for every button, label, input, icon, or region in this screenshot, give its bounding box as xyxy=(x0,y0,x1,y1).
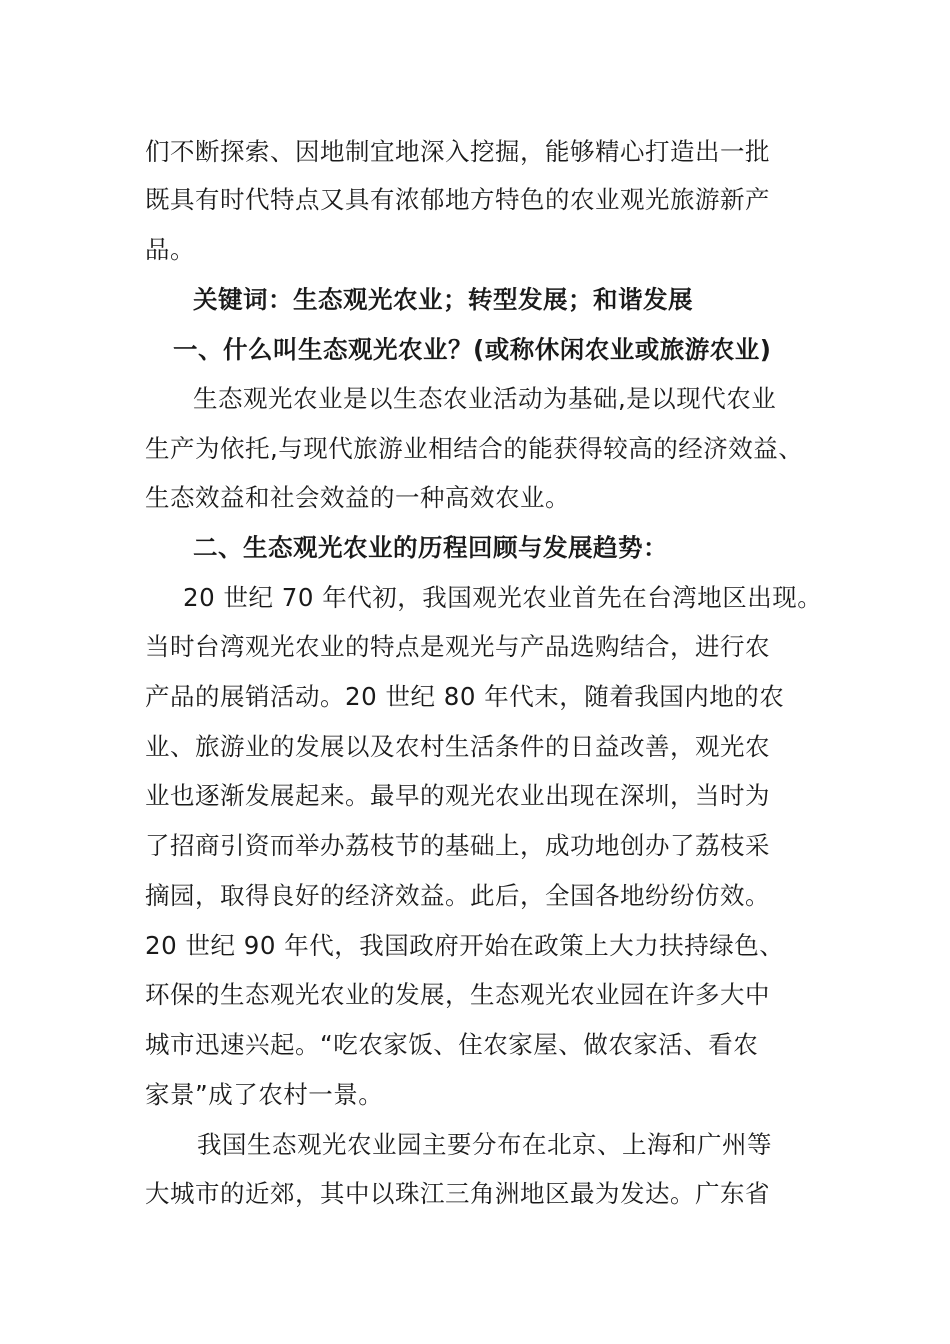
text-line: 生态效益和社会效益的一种高效农业。 xyxy=(145,483,570,512)
text-line: 我国生态观光农业园主要分布在北京、上海和广州等 xyxy=(197,1130,772,1159)
text-line: 们不断探索、因地制宜地深入挖掘，能够精心打造出一批 xyxy=(145,137,770,166)
text-line: 品。 xyxy=(145,235,195,264)
section-heading-2: 二、生态观光农业的历程回顾与发展趋势： xyxy=(193,533,668,562)
text-line: 20 世纪 70 年代初，我国观光农业首先在台湾地区出现。 xyxy=(183,583,823,612)
text-line: 生产为依托,与现代旅游业相结合的能获得较高的经济效益、 xyxy=(145,434,804,463)
text-line: 环保的生态观光农业的发展，生态观光农业园在许多大中 xyxy=(145,980,770,1009)
text-line: 生态观光农业是以生态农业活动为基础,是以现代农业 xyxy=(193,384,777,413)
text-line: 业、旅游业的发展以及农村生活条件的日益改善，观光农 xyxy=(145,732,770,761)
section-heading-1: 一、什么叫生态观光农业？(或称休闲农业或旅游农业) xyxy=(173,335,772,364)
text-line: 当时台湾观光农业的特点是观光与产品选购结合，进行农 xyxy=(145,632,770,661)
text-line: 既具有时代特点又具有浓郁地方特色的农业观光旅游新产 xyxy=(145,185,770,214)
text-line: 了招商引资而举办荔枝节的基础上，成功地创办了荔枝采 xyxy=(145,831,770,860)
text-line: 产品的展销活动。20 世纪 80 年代末，随着我国内地的农 xyxy=(145,682,785,711)
text-line: 业也逐渐发展起来。最早的观光农业出现在深圳，当时为 xyxy=(145,781,770,810)
text-line: 家景”成了农村一景。 xyxy=(145,1080,384,1109)
keywords-line: 关键词：生态观光农业；转型发展；和谐发展 xyxy=(193,285,693,314)
text-line: 摘园，取得良好的经济效益。此后，全国各地纷纷仿效。 xyxy=(145,881,770,910)
text-line: 20 世纪 90 年代，我国政府开始在政策上大力扶持绿色、 xyxy=(145,931,785,960)
text-line: 大城市的近郊，其中以珠江三角洲地区最为发达。广东省 xyxy=(145,1179,770,1208)
text-line: 城市迅速兴起。“吃农家饭、住农家屋、做农家活、看农 xyxy=(145,1030,759,1059)
